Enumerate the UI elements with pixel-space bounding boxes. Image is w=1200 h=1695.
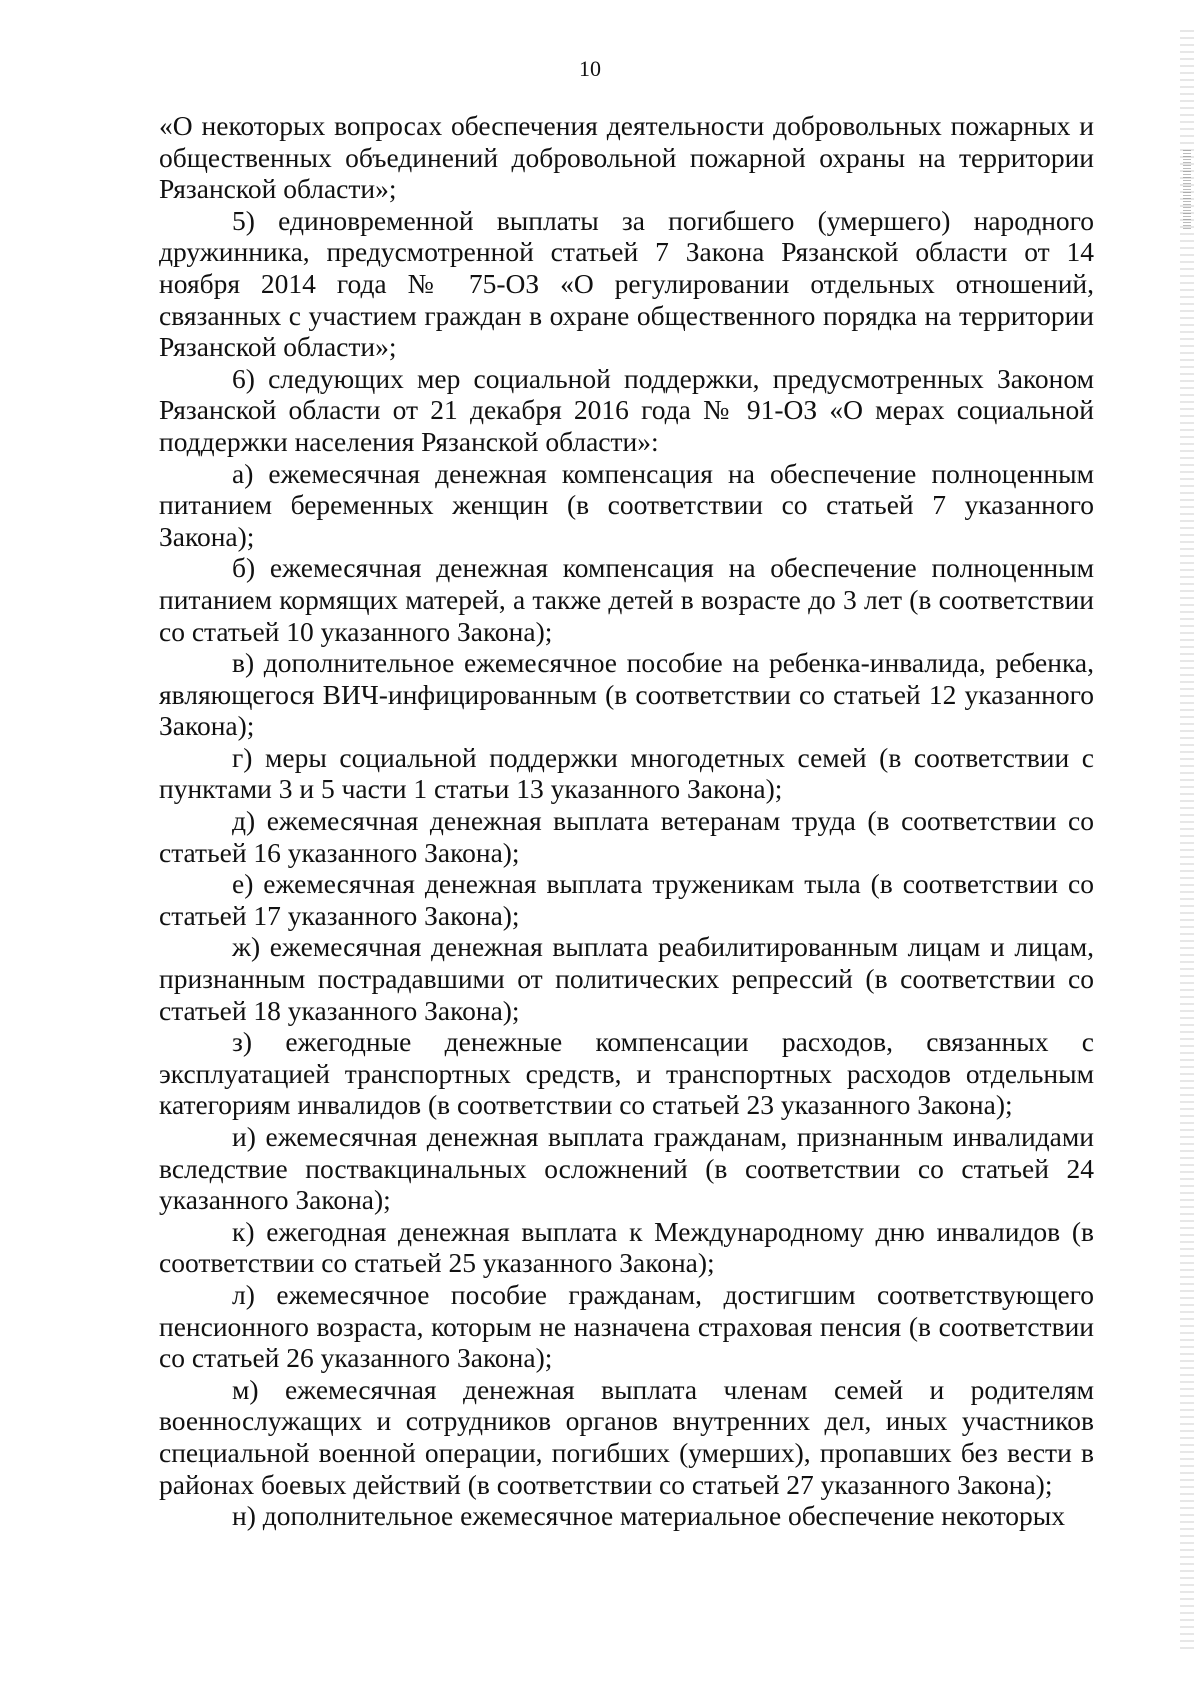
list-item: д) ежемесячная денежная выплата ветеранам труда (в соответствии со статьей 16 указанного Закона);	[159, 805, 1094, 868]
list-item: и) ежемесячная денежная выплата гражданам, признанным инвалидами вследствие поствакцинальных осложнений (в соответствии со статьей 24 указанного Закона);	[159, 1121, 1094, 1216]
paragraph: «О некоторых вопросах обеспечения деятельности добровольных пожарных и общественных объединений добровольной пожарной охраны на территории Рязанской области»;	[159, 110, 1094, 205]
paragraph: 6) следующих мер социальной поддержки, предусмотренных Законом Рязанской области от 21 декабря 2016 года № 91-ОЗ «О мерах социальной поддержки населения Рязанской области»:	[159, 362, 1094, 457]
scan-edge-mark	[1183, 150, 1191, 230]
document-body	[159, 110, 1094, 1532]
page-number: 10	[579, 56, 601, 81]
list-item: л) ежемесячное пособие гражданам, достигшим соответствующего пенсионного возраста, которым не назначена страховая пенсия (в соответствии со статьей 26 указанного Закона);	[159, 1278, 1094, 1374]
list-item: ж) ежемесячная денежная выплата реабилитированным лицам и лицам, признанным пострадавшими от политических репрессий (в соответствии со статьей 18 указанного Закона);	[159, 931, 1094, 1026]
list-item: м) ежемесячная денежная выплата членам семей и родителям военнослужащих и сотрудников органов внутренних дел, иных участников специальной военной операции, погибших (умерших), пропавших без вести в районах боевых действий (в соответствии со статьей 27 указанного Закона);	[159, 1373, 1094, 1500]
paragraph: 5) единовременной выплаты за погибшего (умершего) народного дружинника, предусмотренной статьей 7 Закона Рязанской области от 14 ноября 2014 года № 75-ОЗ «О регулировании отдельных отношений, связанных с участием граждан в охране общественного порядка на территории Рязанской области»;	[159, 204, 1094, 363]
list-item: е) ежемесячная денежная выплата труженикам тыла (в соответствии со статьей 17 указанного Закона);	[159, 868, 1094, 931]
list-item: н) дополнительное ежемесячное материальное обеспечение некоторых	[232, 1500, 1065, 1532]
scan-edge-strip	[1180, 30, 1194, 1650]
list-item: з) ежегодные денежные компенсации расходов, связанных с эксплуатацией транспортных средств, и транспортных расходов отдельным категориям инвалидов (в соответствии со статьей 23 указанного Закона);	[159, 1026, 1094, 1121]
list-item: г) меры социальной поддержки многодетных семей (в соответствии с пунктами 3 и 5 части 1 статьи 13 указанного Закона);	[159, 741, 1094, 805]
list-item: б) ежемесячная денежная компенсация на обеспечение полноценным питанием кормящих матерей, а также детей в возрасте до 3 лет (в соответствии со статьей 10 указанного Закона);	[159, 552, 1094, 647]
list-item: к) ежегодная денежная выплата к Международному дню инвалидов (в соответствии со статьей 25 указанного Закона);	[159, 1215, 1094, 1279]
list-item: в) дополнительное ежемесячное пособие на ребенка-инвалида, ребенка, являющегося ВИЧ-инфицированным (в соответствии со статьей 12 указанного Закона);	[159, 647, 1094, 742]
list-item: а) ежемесячная денежная компенсация на обеспечение полноценным питанием беременных женщин (в соответствии со статьей 7 указанного Закона);	[159, 457, 1094, 552]
